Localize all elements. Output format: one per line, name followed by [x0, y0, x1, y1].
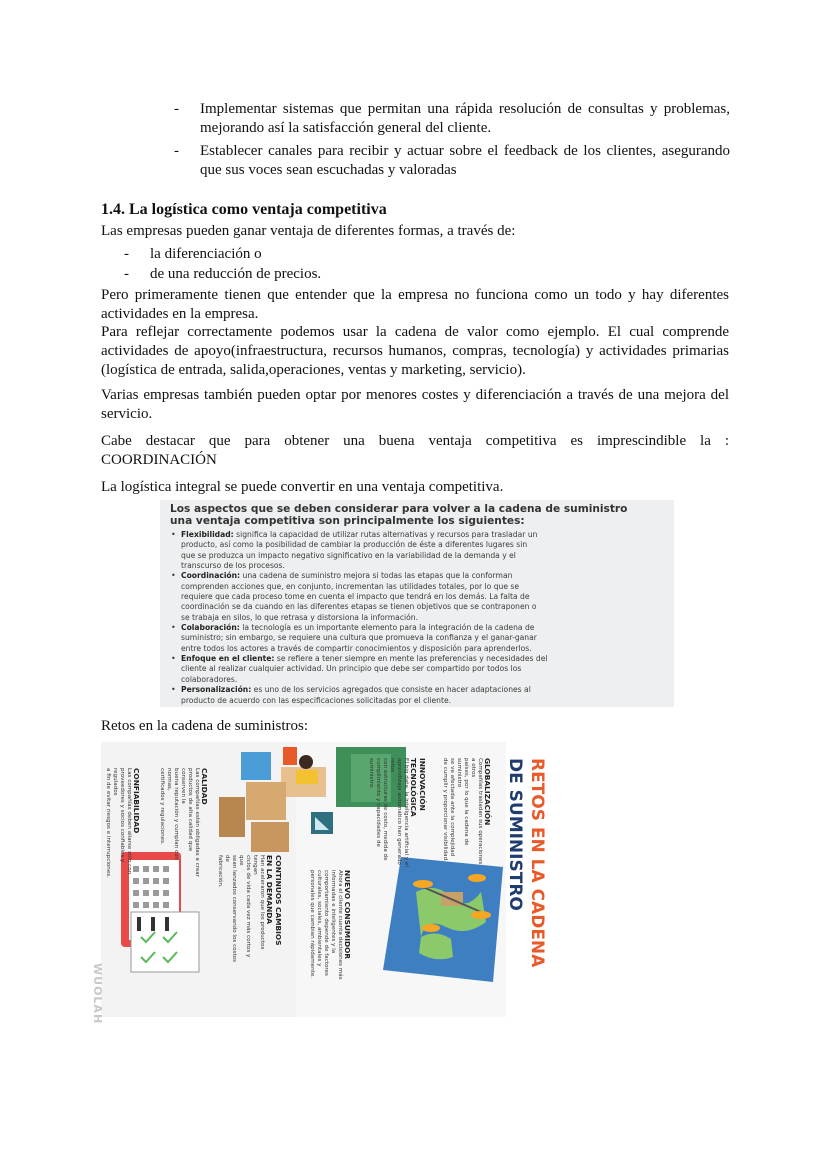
innovacion-line: cumplimiento y capacidades de suministro. — [368, 758, 381, 847]
retos-title-line-1: RETOS EN LA CADENA — [527, 758, 547, 968]
aspects-title-line-1: Los aspectos que se deben considerar para volver a la cadena de suministro — [170, 503, 628, 515]
aspect-line: coordinación se da cuando en las diferentes etapas se tienen objetivos que se contraponen o — [181, 602, 537, 612]
innovacion-line: con estructuras de costo, medida de — [382, 758, 388, 861]
aspect-item-colaboracion — [179, 623, 664, 654]
continuos-line: ciclos de vida cada vez más cortos y que — [238, 855, 251, 958]
calidad-line: Las compañías están obligadas a crear — [194, 768, 200, 878]
aspect-line: que se produzca un impacto negativo significativo en la variabilidad de la demanda y el — [181, 550, 516, 560]
paragraph-5: La logística integral se puede convertir en una ventaja competitiva. — [101, 479, 504, 495]
confiabilidad-line: proveedores y socios confiables y regulados — [112, 768, 125, 863]
aspect-line: se refiere a tener siempre en mente las preferencias y necesidades del — [276, 654, 548, 664]
nuevo-consumidor-line: informadas e inteligentes y la — [330, 870, 336, 954]
calidad-line: certificados y regulaciones. — [159, 768, 165, 845]
bullet-dash: - — [174, 101, 179, 117]
paragraph-3: Varias empresas también pueden optar por menores costes y diferenciación a través de una mejora del servicio. — [101, 387, 729, 422]
aspect-item-personalizacion — [179, 685, 664, 706]
aspect-line: producto de acuerdo con las especificaciones solicitadas por el cliente. — [181, 695, 452, 705]
retos-innovacion — [367, 758, 427, 868]
bullet-dash: - — [124, 266, 129, 282]
continuos-title-2: EN LA DEMANDA — [265, 855, 274, 925]
nuevo-consumidor-title: NUEVO CONSUMIDOR — [343, 870, 352, 960]
bullet-text: Implementar sistemas que permitan una rápida resolución de consultas y problemas, mejorando así la satisfacción general del cliente. — [200, 101, 730, 136]
aspect-line: producto, así como la posibilidad de cambiar la producción de éste a diferentes lugares sin — [181, 540, 528, 550]
bullet-text: Establecer canales para recibir y actuar sobre el feedback de los clientes, asegurando que sus voces sean escuchadas y valoradas — [200, 143, 730, 178]
aspect-line: requiere que cada proceso tome en cuenta el impacto que tendrá en los demás. La falta de — [181, 592, 530, 602]
calidad-title: CALIDAD — [200, 768, 209, 805]
nuevo-consumidor-line: comportamiento depende de factores — [323, 870, 329, 976]
confiabilidad-line: a fin de evitar riesgos e interrupciones. — [105, 768, 111, 878]
nuevo-consumidor-line: culturales, sociales, ambientales y — [316, 870, 322, 967]
aspect-line: transcurso de los procesos. — [181, 561, 285, 571]
retos-nuevo-consumidor — [308, 870, 352, 980]
retos-globalizacion — [441, 758, 492, 868]
aspect-line: cliente al realizar cualquier actividad. Un principio que debe ser compartido por todos los — [181, 664, 522, 674]
way-bullet-2 — [124, 265, 524, 284]
retos-caption: Retos en la cadena de suministros: — [101, 718, 309, 734]
retos-continuos-cambios — [216, 855, 283, 965]
aspect-term: Flexibilidad: — [181, 530, 234, 539]
confiabilidad-title: CONFIABILIDAD — [132, 768, 141, 834]
continuos-line: fabricación. — [217, 855, 223, 888]
retos-title-line-2: DE SUMINISTRO — [505, 758, 525, 911]
section-intro: Las empresas pueden ganar ventaja de diferentes formas, a través de: — [101, 223, 516, 239]
bullet-dash: - — [174, 143, 179, 159]
retos-title — [504, 758, 548, 967]
bullet-dash: - — [124, 246, 129, 262]
calidad-line: buena reputación y cumplan con normas, — [166, 768, 179, 861]
boxes-icon — [219, 747, 297, 852]
aspect-line: colaboradores. — [181, 674, 238, 684]
aspect-line: entre todos los actores a través de compartir conocimientos y disposición para aprenderlos. — [181, 643, 532, 653]
globalizacion-line: países, por lo que la cadena de suministro — [456, 758, 469, 846]
continuos-line: Han aceleraron que los productos tengan — [252, 855, 265, 950]
aspect-item-coordinacion — [179, 571, 664, 623]
globalizacion-line: Compañías trasladan sus operaciones a otros — [470, 758, 483, 865]
paragraph-2: Para reflejar correctamente podemos usar la cadena de valor como ejemplo. El cual comprende actividades de apoyo(infraestructura, recursos humanos, compras, tecnología) y actividades primarias (logística de entrada, salida,operaciones, ventas y marketing, servicio). — [101, 324, 729, 378]
globalizacion-line: de cumplir y proporcionar visibilidad. — [442, 758, 448, 862]
aspects-title — [170, 504, 664, 527]
calidad-line: productos de alta calidad que conserven la — [180, 768, 193, 852]
retos-calidad — [158, 768, 209, 878]
paragraph-4-line-1: Cabe destacar que para obtener una buena ventaja competitiva es imprescindible la : — [101, 433, 729, 449]
globalizacion-line: se ve afectada ante la complejidad — [449, 758, 455, 857]
aspect-line: significa la capacidad de utilizar rutas alternativas y recursos para trasladar un — [236, 530, 538, 539]
aspects-title-line-2: una ventaja competitiva son principalmente los siguientes: — [170, 514, 525, 527]
innovacion-line: El big data, la inteligencia artificial y el — [403, 758, 409, 867]
wuolah-watermark: WUOLAH — [91, 963, 104, 1025]
aspect-item-enfoque-cliente — [179, 654, 664, 685]
continuos-line: sean lanzados conservando los costos de — [224, 855, 237, 963]
aspect-line: una cadena de suministro mejora si todas las etapas que la conforman — [242, 571, 513, 581]
paragraph-1: Pero primeramente tienen que entender que la empresa no funciona como un todo y hay diferentes actividades en la empresa. — [101, 287, 729, 322]
aspect-term: Coordinación: — [181, 571, 241, 581]
aspect-item-flexibilidad — [179, 530, 664, 571]
aspect-term: Enfoque en el cliente: — [181, 654, 275, 664]
nuevo-consumidor-line: Ahora el cliente cuenta decisiones más — [337, 870, 343, 980]
checklist-icon — [131, 912, 199, 972]
nuevo-consumidor-line: personales que cambian rápidamente. — [309, 870, 315, 979]
bullet-text: de una reducción de precios. — [150, 266, 322, 282]
section-heading: 1.4. La logística como ventaja competitiva — [101, 201, 387, 218]
aspects-image — [160, 500, 674, 707]
confiabilidad-line: Las compañías deben aliarse sólo con — [126, 768, 132, 875]
aspect-line: comprenden acciones que, en conjunto, incrementan las utilidades totales, por lo que se — [181, 581, 520, 591]
innovacion-line: aprendizaje automático han generado retos — [389, 758, 402, 865]
aspect-term: Personalización: — [181, 685, 252, 695]
aspects-list — [170, 530, 664, 706]
innovacion-title: INNOVACIÓN TECNOLÓGICA — [409, 758, 427, 817]
aspect-line: es uno de los servicios agregados que consiste en hacer adaptaciones al — [253, 685, 531, 695]
globalizacion-title: GLOBALIZACIÓN — [483, 758, 492, 826]
aspect-line: se trabaja en silos, lo que retrasa y distorsiona la información. — [181, 612, 418, 622]
bullet-text: la diferenciación o — [150, 246, 262, 262]
continuos-title-1: CONTINUOS CAMBIOS — [274, 855, 283, 946]
aspect-line: suministro; sin embargo, se requiere una cultura que promueva la confianza y el ganar-ganar — [181, 633, 537, 643]
tablet-icon — [311, 812, 333, 834]
paragraph-4-line-2: COORDINACIÓN — [101, 452, 217, 468]
way-bullet-1 — [124, 245, 524, 264]
aspect-line: la tecnología es un importante elemento para la integración de la cadena de — [242, 623, 535, 633]
retos-confiabilidad — [104, 768, 141, 878]
intro-bullet-2 — [174, 142, 730, 180]
aspect-term: Colaboración: — [181, 623, 240, 633]
intro-bullet-1 — [174, 100, 730, 138]
